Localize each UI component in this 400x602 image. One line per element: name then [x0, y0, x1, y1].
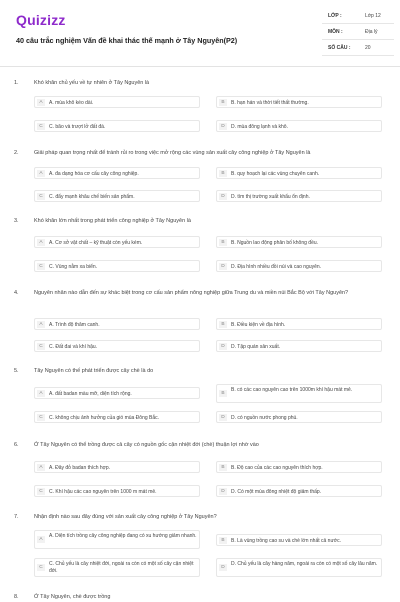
- option-letter: D: [219, 263, 227, 270]
- option-letter: C: [37, 193, 45, 200]
- option-letter: C: [37, 414, 45, 421]
- option-text: A. Trình độ thâm canh.: [49, 321, 100, 328]
- option-letter: B: [219, 99, 227, 106]
- option-text: D. Tập quán sản xuất.: [231, 343, 281, 350]
- option-text: C. đẩy mạnh khâu chế biến sản phẩm.: [49, 193, 135, 200]
- option-letter: D: [219, 414, 227, 421]
- option-letter: C: [37, 564, 45, 571]
- option-text: A. Đây đỏ badan thích hợp.: [49, 464, 111, 471]
- option-text: B. có các cao nguyên cao trên 1000m khí hậu mát mẻ.: [231, 387, 353, 393]
- option-text: A. mùa khô kéo dài.: [49, 99, 94, 106]
- option-a[interactable]: [34, 530, 200, 549]
- question-text: Khó khăn lớn nhất trong phát triển công nghiệp ở Tây Nguyên là: [34, 218, 191, 224]
- meta-class-value: Lớp 12: [365, 13, 381, 19]
- option-text: C. không chịu ảnh hưởng của gió mùa Đông Bắc.: [49, 414, 160, 421]
- option-letter: B: [219, 537, 227, 544]
- option-text: D. tìm thị trường xuất khẩu ổn định.: [231, 193, 310, 200]
- option-letter: D: [219, 564, 227, 571]
- meta-class-label: LỚP :: [328, 13, 342, 19]
- option-letter: A: [37, 239, 45, 246]
- option-text: D. mùa đông lạnh và khô.: [231, 123, 288, 130]
- option-a[interactable]: [34, 461, 200, 473]
- option-letter: C: [37, 488, 45, 495]
- option-d[interactable]: [216, 190, 382, 202]
- question-text: Nguyên nhân nào dẫn đến sự khác biệt trong cơ cấu sản phẩm nông nghiệp giữa Trung du và miền núi Bắc Bộ với Tây Nguyên?: [34, 290, 349, 296]
- question-text: Khó khăn chủ yếu về tự nhiên ở Tây Nguyên là: [34, 80, 150, 86]
- option-c[interactable]: [34, 120, 200, 132]
- question-text: Ở Tây Nguyên có thể trồng được cả cây có nguồn gốc cận nhiệt đới (chè) thuận lợi nhờ vào: [34, 442, 259, 448]
- question-text: Giải pháp quan trọng nhất để tránh rủi ro trong việc mở rộng các vùng sản xuất cây công nghiệp ở Tây Nguyên là: [34, 150, 311, 156]
- option-letter: A: [37, 170, 45, 177]
- option-b[interactable]: [216, 96, 382, 108]
- question-number: 5.: [14, 368, 19, 374]
- meta-count-label: SỐ CÂU :: [328, 45, 351, 51]
- option-b[interactable]: [216, 167, 382, 179]
- option-c[interactable]: [34, 485, 200, 497]
- option-letter: D: [219, 488, 227, 495]
- option-text: C. Đất đai và khí hậu.: [49, 343, 98, 350]
- worksheet-header: [0, 0, 400, 67]
- meta-count-value: 20: [365, 45, 371, 51]
- option-b[interactable]: [216, 236, 382, 248]
- option-letter: B: [219, 464, 227, 471]
- option-d[interactable]: [216, 120, 382, 132]
- option-b[interactable]: [216, 384, 382, 403]
- option-text: C. Vùng nằm xa biển.: [49, 263, 98, 270]
- option-c[interactable]: [34, 260, 200, 272]
- option-d[interactable]: [216, 485, 382, 497]
- option-letter: C: [37, 123, 45, 130]
- option-a[interactable]: [34, 167, 200, 179]
- option-letter: B: [219, 321, 227, 328]
- question-number: 7.: [14, 514, 19, 520]
- meta-subject-label: MÔN :: [328, 29, 343, 35]
- option-text: B. Điều kiện về địa hình.: [231, 321, 286, 328]
- option-letter: B: [219, 390, 227, 397]
- option-text: B. quy hoạch lại các vùng chuyên canh.: [231, 170, 320, 177]
- option-c[interactable]: [34, 411, 200, 423]
- option-letter: D: [219, 123, 227, 130]
- option-a[interactable]: [34, 236, 200, 248]
- option-c[interactable]: [34, 558, 200, 577]
- worksheet-title: 40 câu trắc nghiệm Vấn đề khai thác thế mạnh ở Tây Nguyên(P2): [16, 36, 238, 45]
- option-text: B. hạn hán và thời tiết thất thường.: [231, 99, 309, 106]
- option-text: D. Địa hình nhiều đồi núi và cao nguyên.: [231, 263, 322, 270]
- option-text: C. bão và trượt lở đất đá.: [49, 123, 106, 130]
- option-text: B. Nguồn lao động phân bố không đều.: [231, 239, 319, 246]
- question-text: Nhận định nào sau đây đúng với sản xuất cây công nghiệp ở Tây Nguyên?: [34, 514, 217, 520]
- option-letter: A: [37, 464, 45, 471]
- option-text: A. Diện tích trồng cây công nghiệp đang có xu hướng giảm nhanh.: [49, 533, 197, 539]
- option-a[interactable]: [34, 96, 200, 108]
- option-d[interactable]: [216, 340, 382, 352]
- option-letter: C: [37, 263, 45, 270]
- question-number: 2.: [14, 150, 19, 156]
- option-text: A. đa dạng hóa cơ cấu cây công nghiệp.: [49, 170, 139, 177]
- option-d[interactable]: [216, 411, 382, 423]
- option-letter: A: [37, 536, 45, 543]
- question-text: Tây Nguyên có thế phát triển được cây chè là do: [34, 368, 154, 374]
- option-a[interactable]: [34, 318, 200, 330]
- question-number: 1.: [14, 80, 19, 86]
- option-text: D. Có một mùa đông nhiệt độ giảm thấp.: [231, 488, 322, 495]
- option-letter: C: [37, 343, 45, 350]
- option-text: C. Khí hậu các cao nguyên trên 1000 m mát mẻ.: [49, 488, 157, 495]
- option-d[interactable]: [216, 558, 382, 577]
- question-text: Ở Tây Nguyên, chè được trồng: [34, 594, 111, 600]
- option-letter: B: [219, 170, 227, 177]
- option-c[interactable]: [34, 190, 200, 202]
- option-letter: A: [37, 321, 45, 328]
- option-letter: A: [37, 390, 45, 397]
- option-letter: D: [219, 343, 227, 350]
- meta-subject: [322, 24, 394, 40]
- question-number: 8.: [14, 594, 19, 600]
- question-number: 4.: [14, 290, 19, 296]
- question-number: 3.: [14, 218, 19, 224]
- option-b[interactable]: [216, 318, 382, 330]
- option-text: B. Là vùng trồng cao su và chè lớn nhất cả nước.: [231, 537, 341, 544]
- option-text: B. Độ cao của các cao nguyên thích hợp.: [231, 464, 323, 471]
- meta-subject-value: Địa lý: [365, 29, 378, 35]
- meta-class: [322, 8, 394, 24]
- option-b[interactable]: [216, 534, 382, 546]
- option-letter: B: [219, 239, 227, 246]
- worksheet-meta: [322, 8, 394, 56]
- option-text: D. có nguồn nước phong phú.: [231, 414, 298, 421]
- option-b[interactable]: [216, 461, 382, 473]
- option-d[interactable]: [216, 260, 382, 272]
- quizizz-logo: Quizizz: [16, 12, 66, 28]
- option-text: C. Chủ yếu là cây nhiệt đới, ngoài ra còn có một số cây cận nhiệt đới.: [49, 561, 194, 574]
- option-letter: D: [219, 193, 227, 200]
- option-text: A. đất badan màu mỡ, diện tích rộng.: [49, 390, 132, 397]
- option-c[interactable]: [34, 340, 200, 352]
- question-number: 6.: [14, 442, 19, 448]
- option-text: D. Chủ yếu là cây hàng năm, ngoài ra còn có một số cây lâu năm.: [231, 561, 378, 567]
- option-letter: A: [37, 99, 45, 106]
- meta-count: [322, 40, 394, 56]
- option-text: A. Cơ sở vật chất – kỹ thuật còn yếu kém.: [49, 239, 143, 246]
- option-a[interactable]: [34, 387, 200, 399]
